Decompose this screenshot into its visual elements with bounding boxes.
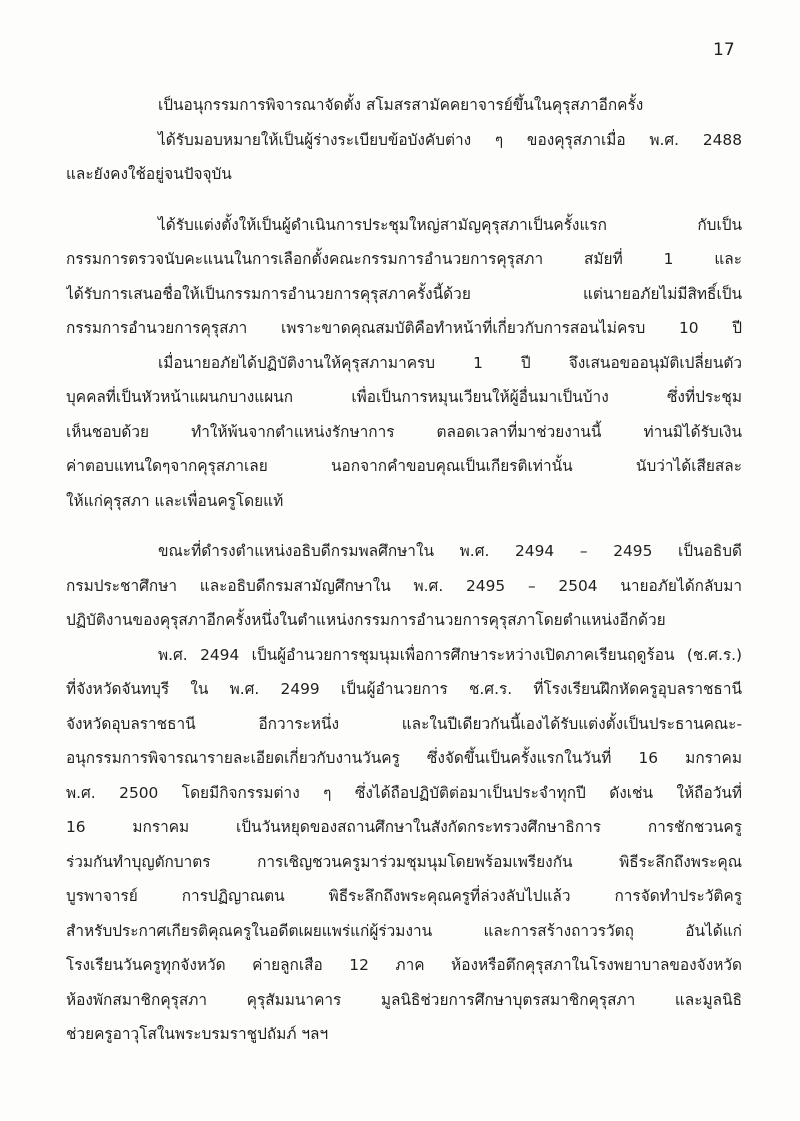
text-line: กรรมการตรวจนับคะแนนในการเลือกตั้งคณะกรรมการอำนวยการคุรุสภา สมัยที่ 1 และ (66, 250, 742, 268)
text-line: ได้รับการเสนอชื่อให้เป็นกรรมการอำนวยการคุรุสภาครั้งนี้ด้วย แต่นายอภัยไม่มีสิทธิ์เป็น (66, 284, 742, 303)
text-line: ได้รับมอบหมายให้เป็นผู้ร่างระเบียบข้อบังคับต่าง ๆ ของคุรุสภาเมื่อ พ.ศ. 2488 (158, 130, 742, 149)
text-line: พ.ศ. 2494 เป็นผู้อำนวยการชุมนุมเพื่อการศึกษาระหว่างเปิดภาคเรียนฤดูร้อน (ช.ศ.ร.) (158, 645, 742, 664)
text-line: ห้องพักสมาชิกคุรุสภา คุรุสัมมนาคาร มูลนิธิช่วยการศึกษาบุตรสมาชิกคุรุสภา และมูลนิธิ (66, 990, 742, 1009)
paragraph (66, 208, 742, 346)
text-line: กรรมการอำนวยการคุรุสภา เพราะขาดคุณสมบัติคือทำหน้าที่เกี่ยวกับการสอนไม่ครบ 10 ปี (66, 319, 742, 337)
text-line: เห็นชอบด้วย ทำให้พ้นจากตำแหน่งรักษาการ ตลอดเวลาที่มาช่วยงานนี้ ท่านมิได้รับเงิน (66, 422, 742, 441)
text-line: สำหรับประกาศเกียรติคุณครูในอดีตเผยแพร่แก่ผู้ร่วมงาน และการสร้างถาวรวัตถุ อันได้แก่ (66, 921, 742, 940)
text-line: กรมประชาศึกษา และอธิบดีกรมสามัญศึกษาใน พ.ศ. 2495 – 2504 นายอภัยได้กลับมา (66, 576, 742, 595)
text-line: ให้แก่คุรุสภา และเพื่อนครูโดยแท้ (66, 491, 284, 510)
text-line: ร่วมกันทำบุญตักบาตร การเชิญชวนครูมาร่วมชุมนุมโดยพร้อมเพรียงกัน พิธีระลึกถึงพระคุณ (66, 852, 742, 871)
text-line: โรงเรียนวันครูทุกจังหวัด ค่ายลูกเสือ 12 ภาค ห้องหรือตึกคุรุสภาในโรงพยาบาลของจังหวัด (66, 956, 742, 974)
text-line: บูรพาจารย์ การปฏิญาณตน พิธีระลึกถึงพระคุณครูที่ล่วงลับไปแล้ว การจัดทำประวัติครู (66, 887, 742, 905)
text-line: พ.ศ. 2500 โดยมีกิจกรรมต่าง ๆ ซึ่งได้ถือปฏิบัติต่อมาเป็นประจำทุกปี ดังเช่น ให้ถือวันที่ (66, 783, 742, 802)
text-line: และยังคงใช้อยู่จนปัจจุบัน (66, 165, 232, 183)
text-line: เมื่อนายอภัยได้ปฏิบัติงานให้คุรุสภามาครบ 1 ปี จึงเสนอขออนุมัติเปลี่ยนตัว (158, 353, 742, 372)
page-number: 17 (713, 40, 735, 60)
text-line: ช่วยครูอาวุโสในพระบรมราชูปถัมภ์ ฯลฯ (66, 1025, 329, 1043)
text-line: อนุกรรมการพิจารณารายละเอียดเกี่ยวกับงานวันครู ซึ่งจัดขึ้นเป็นครั้งแรกในวันที่ 16 มกราคม (66, 749, 742, 767)
paragraph-gap (66, 192, 742, 208)
text-line: เป็นอนุกรรมการพิจารณาจัดตั้ง สโมสรสามัคคยาจารย์ขึ้นในคุรุสภาอีกครั้ง (158, 96, 644, 114)
paragraph (66, 123, 742, 192)
paragraph (66, 638, 742, 1052)
paragraph (66, 534, 742, 638)
paragraph-gap (66, 518, 742, 534)
text-line: ขณะที่ดำรงตำแหน่งอธิบดีกรมพลศึกษาใน พ.ศ. 2494 – 2495 เป็นอธิบดี (158, 542, 742, 560)
text-line: ค่าตอบแทนใดๆจากคุรุสภาเลย นอกจากคำขอบคุณเป็นเกียรติเท่านั้น นับว่าได้เสียสละ (66, 457, 742, 475)
text-line: จังหวัดอุบลราชธานี อีกวาระหนึ่ง และในปีเดียวกันนี้เองได้รับแต่งตั้งเป็นประธานคณะ- (66, 714, 742, 733)
paragraph (66, 346, 742, 519)
paragraph (66, 88, 742, 123)
text-line: 16 มกราคม เป็นวันหยุดของสถานศึกษาในสังกัดกระทรวงศึกษาธิการ การชักชวนครู (66, 818, 742, 836)
body-text (66, 88, 742, 1052)
text-line: ที่จังหวัดจันทบุรี ใน พ.ศ. 2499 เป็นผู้อำนวยการ ช.ศ.ร. ที่โรงเรียนฝึกหัดครูอุบลราชธานี (66, 680, 742, 698)
text-line: บุคคลที่เป็นหัวหน้าแผนกบางแผนก เพื่อเป็นการหมุนเวียนให้ผู้อื่นมาเป็นบ้าง ซึ่งที่ประชุม (66, 388, 742, 406)
text-line: ปฏิบัติงานของคุรุสภาอีกครั้งหนึ่งในตำแหน่งกรรมการอำนวยการคุรุสภาโดยตำแหน่งอีกด้วย (66, 611, 666, 629)
text-line: ได้รับแต่งตั้งให้เป็นผู้ดำเนินการประชุมใหญ่สามัญคุรุสภาเป็นครั้งแรก กับเป็น (158, 215, 742, 234)
